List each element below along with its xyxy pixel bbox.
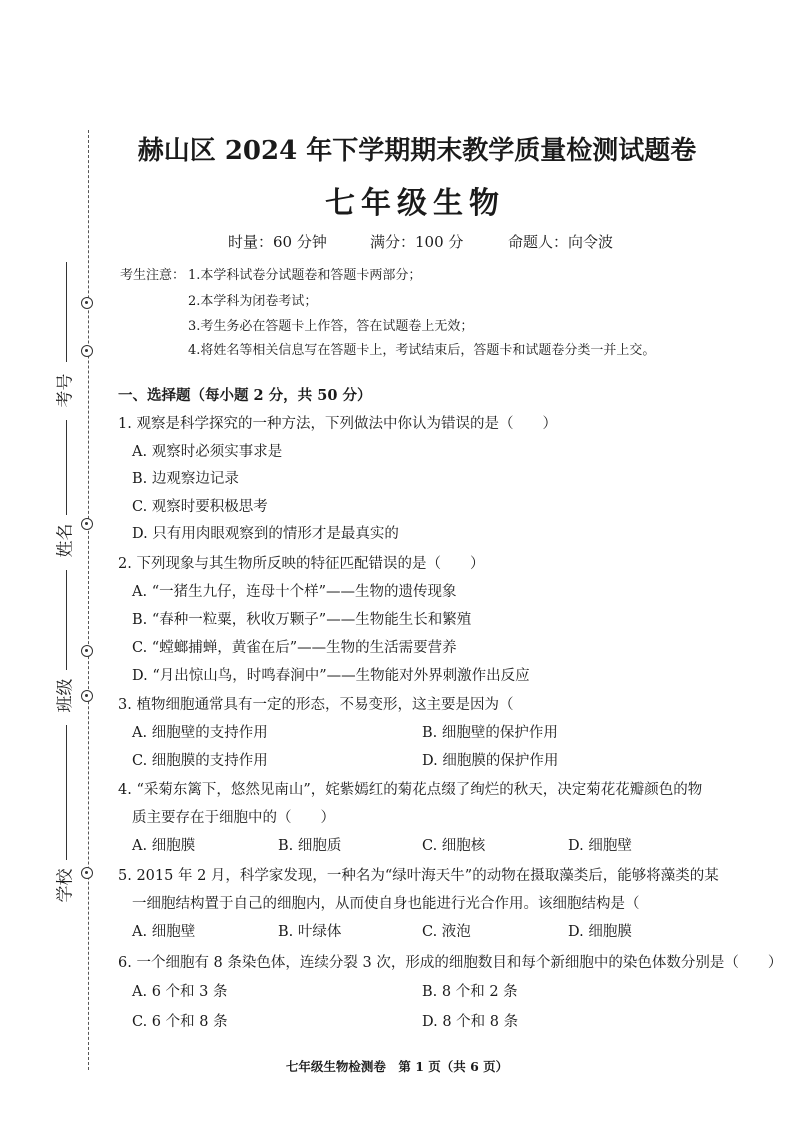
full-score: 满分：100 分 xyxy=(370,233,464,251)
class-label: 班级 xyxy=(55,678,76,713)
question-option: C. 观察时要积极思考 xyxy=(132,499,268,515)
question-option: B. 叶绿体 xyxy=(278,924,342,940)
question-option: B. “春种一粒粟，秋收万颗子”——生物能生长和繁殖 xyxy=(132,612,472,628)
question-stem: 5. 2015 年 2 月，科学家发现，一种名为“绿叶海天牛”的动物在摄取藻类后，能够将藻类的某 xyxy=(118,868,719,884)
question-option: D. 细胞壁 xyxy=(568,838,632,854)
binding-hole-icon xyxy=(81,690,93,702)
question-stem-continued: 一细胞结构置于自己的细胞内，从而使自身也能进行光合作用。该细胞结构是（ xyxy=(132,896,640,912)
school-line xyxy=(66,725,67,860)
page-footer: 七年级生物检测卷 第 1 页（共 6 页） xyxy=(285,1059,509,1074)
time-limit: 时量：60 分钟 xyxy=(228,233,327,251)
notice-item: 3.考生务必在答题卡上作答，答在试题卷上无效； xyxy=(188,319,474,334)
question-option: D. 细胞膜 xyxy=(568,924,632,940)
binding-hole-icon xyxy=(81,518,93,530)
question-option: A. 6 个和 3 条 xyxy=(132,984,228,1000)
question-option: C. 细胞膜的支持作用 xyxy=(132,753,268,769)
question-option: C. 细胞核 xyxy=(422,838,486,854)
question-stem: 3. 植物细胞通常具有一定的形态，不易变形，这主要是因为（ xyxy=(118,697,514,713)
question-option: B. 细胞壁的保护作用 xyxy=(422,725,558,741)
question-stem: 4. “采菊东篱下，悠然见南山”，姹紫嫣红的菊花点缀了绚烂的秋天，决定菊花花瓣颜色的物 xyxy=(118,782,703,798)
binding-dashed-line xyxy=(88,130,89,1070)
binding-hole-icon xyxy=(81,867,93,879)
notice-label: 考生注意： xyxy=(120,268,186,283)
question-option: A. 细胞膜 xyxy=(132,838,196,854)
notice-item: 1.本学科试卷分试题卷和答题卡两部分； xyxy=(188,268,422,283)
class-line xyxy=(66,570,67,670)
question-option: B. 边观察边记录 xyxy=(132,471,239,487)
question-stem: 1. 观察是科学探究的一种方法，下列做法中你认为错误的是（ ） xyxy=(118,416,557,432)
subject-title: 七年级生物 xyxy=(325,186,505,221)
section-title: 一、选择题（每小题 2 分，共 50 分） xyxy=(118,387,372,404)
question-stem: 2. 下列现象与其生物所反映的特征匹配错误的是（ ） xyxy=(118,556,485,572)
exam-no-line xyxy=(66,262,67,362)
question-option: A. 细胞壁 xyxy=(132,924,196,940)
question-stem-continued: 质主要存在于细胞中的（ ） xyxy=(132,810,335,826)
question-option: D. 只有用肉眼观察到的情形才是最真实的 xyxy=(132,526,399,542)
binding-hole-icon xyxy=(81,645,93,657)
school-label: 学校 xyxy=(55,868,76,903)
notice-item: 2.本学科为闭卷考试； xyxy=(188,294,318,309)
question-option: A. 观察时必须实事求是 xyxy=(132,444,283,460)
name-line xyxy=(66,420,67,515)
exam-title: 赫山区 2024 年下学期期末教学质量检测试题卷 xyxy=(137,136,697,166)
question-option: C. 6 个和 8 条 xyxy=(132,1014,228,1030)
binding-hole-icon xyxy=(81,345,93,357)
question-option: B. 细胞质 xyxy=(278,838,342,854)
question-option: A. “一猪生九仔，连母十个样”——生物的遗传现象 xyxy=(132,584,457,600)
question-option: D. 8 个和 8 条 xyxy=(422,1014,519,1030)
exam-no-label: 考号 xyxy=(55,373,76,408)
question-option: A. 细胞壁的支持作用 xyxy=(132,725,268,741)
author: 命题人：向令波 xyxy=(508,233,614,251)
question-option: D. 细胞膜的保护作用 xyxy=(422,753,559,769)
question-option: C. 液泡 xyxy=(422,924,471,940)
notice-item: 4.将姓名等相关信息写在答题卡上，考试结束后，答题卡和试题卷分类一并上交。 xyxy=(188,343,656,358)
question-stem: 6. 一个细胞有 8 条染色体，连续分裂 3 次，形成的细胞数目和每个新细胞中的染色体数分别是（ ） xyxy=(118,955,783,971)
question-option: C. “螳螂捕蝉，黄雀在后”——生物的生活需要营养 xyxy=(132,640,457,656)
question-option: B. 8 个和 2 条 xyxy=(422,984,518,1000)
question-option: D. “月出惊山鸟，时鸣春涧中”——生物能对外界刺激作出反应 xyxy=(132,668,530,684)
binding-hole-icon xyxy=(81,297,93,309)
name-label: 姓名 xyxy=(55,523,76,558)
